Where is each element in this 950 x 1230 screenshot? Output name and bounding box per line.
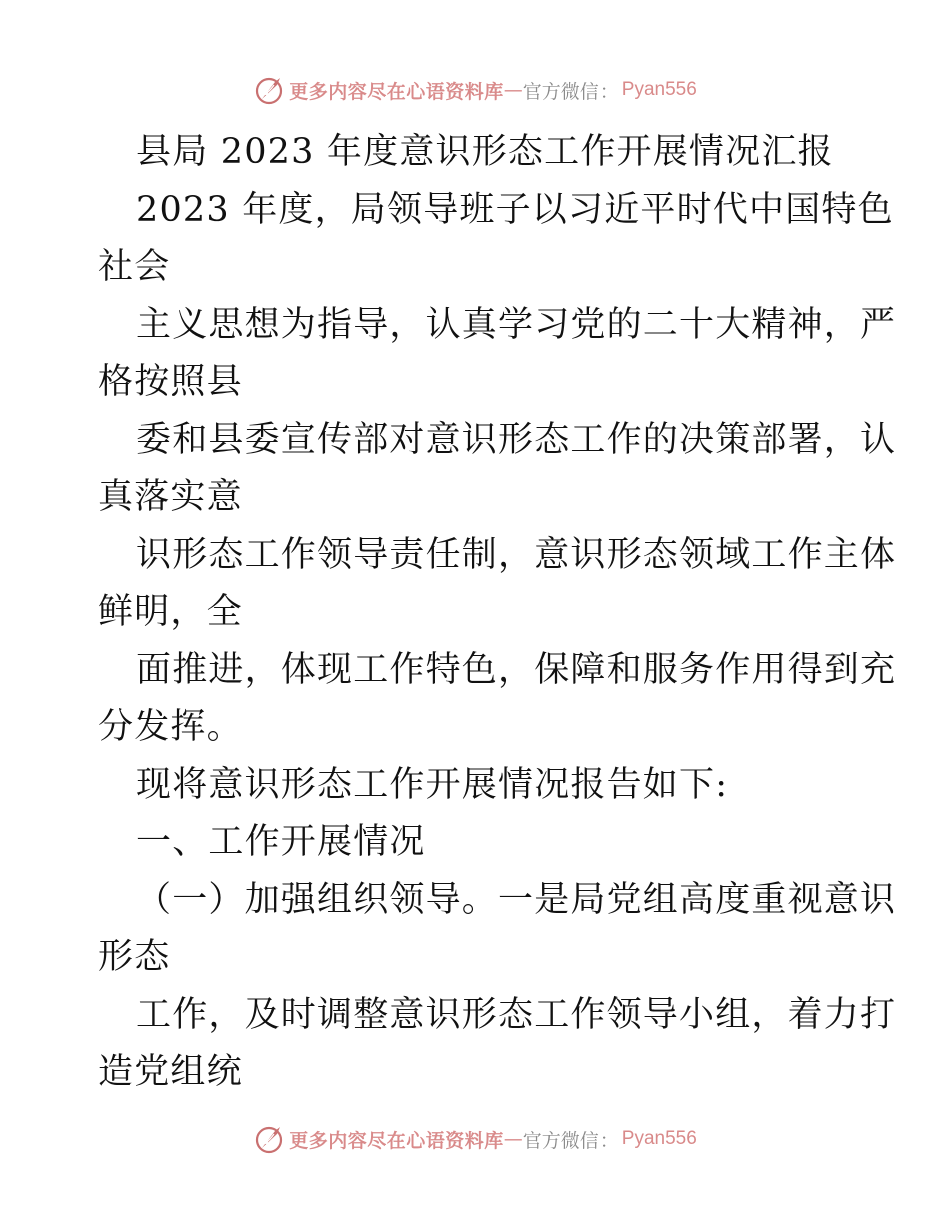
watermark-wechat-id: Pyan556 bbox=[621, 79, 697, 100]
watermark-site-text: 更多内容尽在心语资料库 bbox=[289, 80, 504, 103]
paragraph-line: 面推进，体现工作特色，保障和服务作用得到充 bbox=[136, 649, 897, 690]
watermark-dash: — bbox=[503, 1128, 523, 1150]
paragraph-line: 识形态工作领导责任制，意识形态领域工作主体 bbox=[136, 534, 897, 575]
document-body bbox=[98, 124, 897, 1102]
paragraph-line: 形态 bbox=[98, 937, 171, 977]
quill-logo-icon bbox=[253, 1122, 287, 1156]
paragraph-line: 2023 年度，局领导班子以习近平时代中国特色 bbox=[136, 189, 894, 230]
watermark-dash: — bbox=[503, 79, 523, 101]
watermark-site-text: 更多内容尽在心语资料库 bbox=[289, 1129, 504, 1152]
watermark-wechat-id: Pyan556 bbox=[621, 1128, 697, 1149]
document-title: 县局 2023 年度意识形态工作开展情况汇报 bbox=[136, 132, 834, 172]
paragraph-line: 格按照县 bbox=[98, 362, 243, 402]
watermark-wechat-label: 官方微信 bbox=[522, 1129, 599, 1152]
paragraph-line: 委和县委宣传部对意识形态工作的决策部署，认 bbox=[136, 419, 897, 460]
paragraph-line: 社会 bbox=[98, 247, 171, 287]
paragraph-line: 现将意识形态工作开展情况报告如下: bbox=[136, 764, 729, 805]
paragraph-line: 真落实意 bbox=[98, 477, 243, 517]
paragraph-line: 造党组统 bbox=[98, 1052, 243, 1092]
section-heading: 一、工作开展情况 bbox=[136, 822, 426, 862]
watermark-banner-bottom bbox=[0, 1119, 950, 1159]
paragraph-line: 工作，及时调整意识形态工作领导小组，着力打 bbox=[136, 994, 897, 1035]
watermark-banner-top bbox=[0, 70, 950, 110]
paragraph-line: 分发挥。 bbox=[98, 707, 243, 747]
paragraph-line: （一）加强组织领导。一是局党组高度重视意识 bbox=[136, 879, 897, 920]
paragraph-line: 主义思想为指导，认真学习党的二十大精神，严 bbox=[136, 304, 897, 345]
watermark-separator: ： bbox=[599, 80, 619, 103]
paragraph-line: 鲜明，全 bbox=[98, 592, 243, 632]
watermark-wechat-label: 官方微信 bbox=[522, 80, 599, 103]
quill-logo-icon bbox=[253, 73, 287, 107]
watermark-separator: ： bbox=[599, 1129, 619, 1152]
